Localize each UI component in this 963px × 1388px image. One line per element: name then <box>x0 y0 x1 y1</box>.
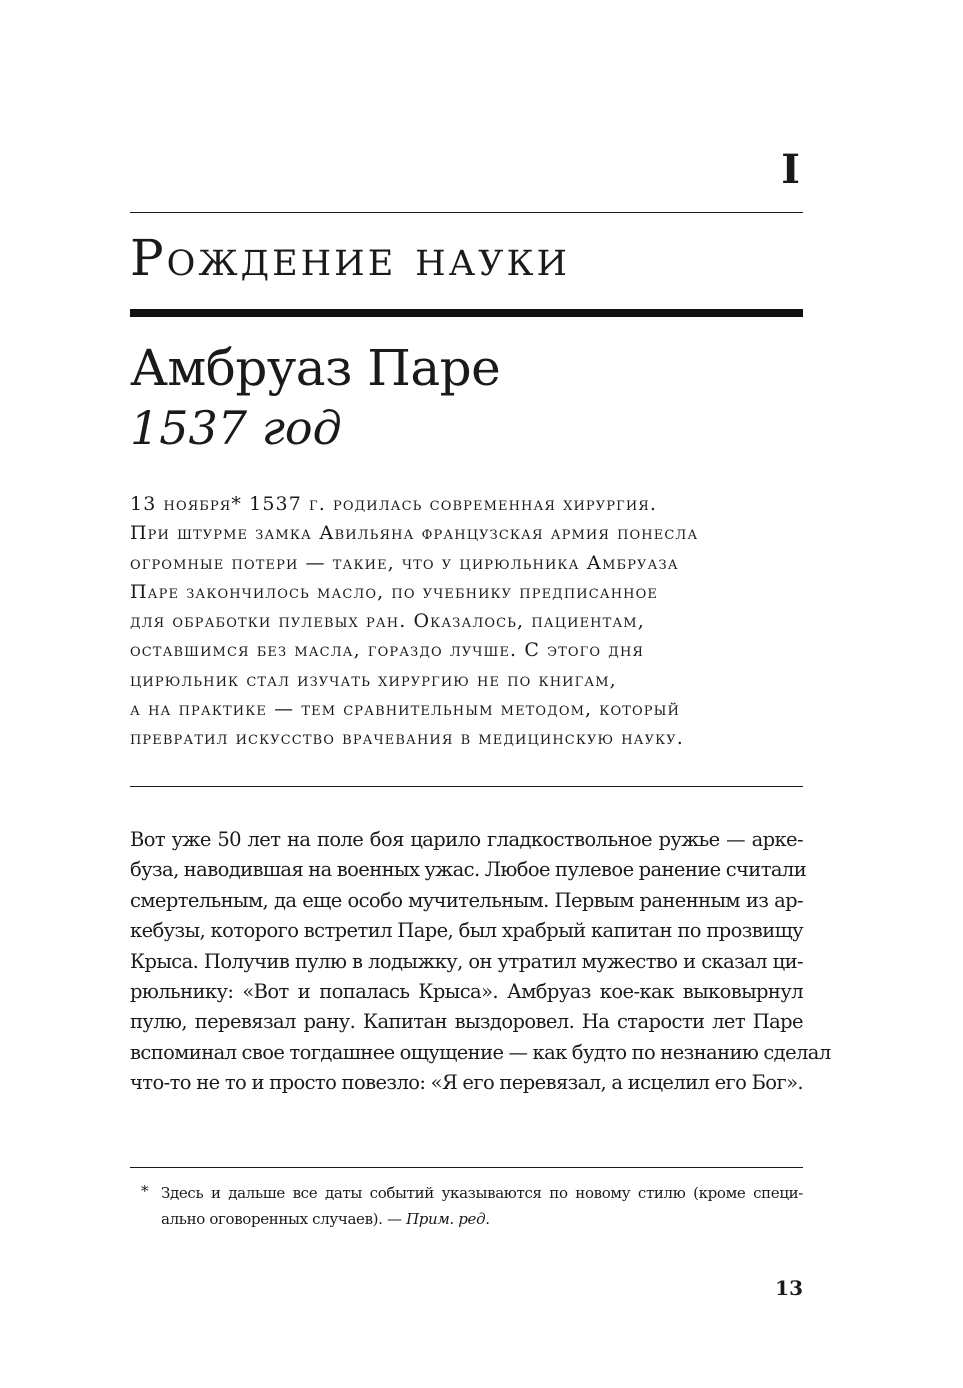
lead-line: для обработки пулевых ран. Оказалось, пациентам, <box>130 610 645 633</box>
section-title: Амбруаз Паре <box>130 339 501 397</box>
lead-divider-rule <box>130 786 803 787</box>
chapter-bottom-rule <box>130 309 803 317</box>
body-line: Крыса. Получив пулю в лодыжку, он утратил мужество и сказал ци- <box>130 949 803 973</box>
chapter-number: I <box>781 146 800 193</box>
footnote-line: Здесь и дальше все даты событий указываются по новому стилю (кроме специ- <box>161 1184 803 1202</box>
chapter-title: Рождение науки <box>130 229 571 287</box>
body-line: что-то не то и просто повезло: «Я его перевязал, а исцелил его Бог». <box>130 1071 803 1095</box>
body-line: смертельным, да еще особо мучительным. Первым раненным из ар- <box>130 888 803 912</box>
editor-note: Прим. ред. <box>406 1210 490 1228</box>
lead-line: огромные потери — такие, что у цирюльника Амбруаза <box>130 551 679 574</box>
section-year: 1537 год <box>130 401 342 455</box>
body-line: рюльнику: «Вот и попалась Крыса». Амбруаз кое-как выковырнул <box>130 979 803 1003</box>
lead-paragraph <box>130 490 803 754</box>
lead-line: Паре закончилось масло, по учебнику предписанное <box>130 580 658 603</box>
lead-line: цирюльник стал изучать хирургию не по книгам, <box>130 668 617 691</box>
body-line: пулю, перевязал рану. Капитан выздоровел. На старости лет Паре <box>130 1010 803 1034</box>
lead-line: 13 ноября* 1537 г. родилась современная хирургия. <box>130 493 657 515</box>
lead-line: а на практике — тем сравнительным методом, который <box>130 698 680 721</box>
body-line: вспоминал свое тогдашнее ощущение — как будто по незнанию сделал <box>130 1040 831 1064</box>
footnote-line <box>161 1206 803 1232</box>
body-line: буза, наводившая на военных ужас. Любое пулевое ранение считали <box>130 858 807 882</box>
lead-line: превратил искусство врачевания в медицинскую науку. <box>130 727 684 750</box>
body-paragraph <box>130 825 831 1099</box>
footnote-marker: * <box>141 1182 149 1200</box>
page-number: 13 <box>775 1276 803 1300</box>
body-line: Вот уже 50 лет на поле боя царило гладкоствольное ружье — арке- <box>130 828 803 851</box>
lead-line: оставшимся без масла, гораздо лучше. С этого дня <box>130 639 644 662</box>
chapter-top-rule <box>130 212 803 213</box>
body-line: кебузы, которого встретил Паре, был храбрый капитан по прозвищу <box>130 919 803 943</box>
footnote-text <box>161 1180 803 1232</box>
footnote-rule <box>130 1167 803 1168</box>
lead-line: При штурме замка Авильяна французская армия понесла <box>130 522 699 545</box>
footnote-line-text: ально оговоренных случаев). — <box>161 1210 407 1228</box>
